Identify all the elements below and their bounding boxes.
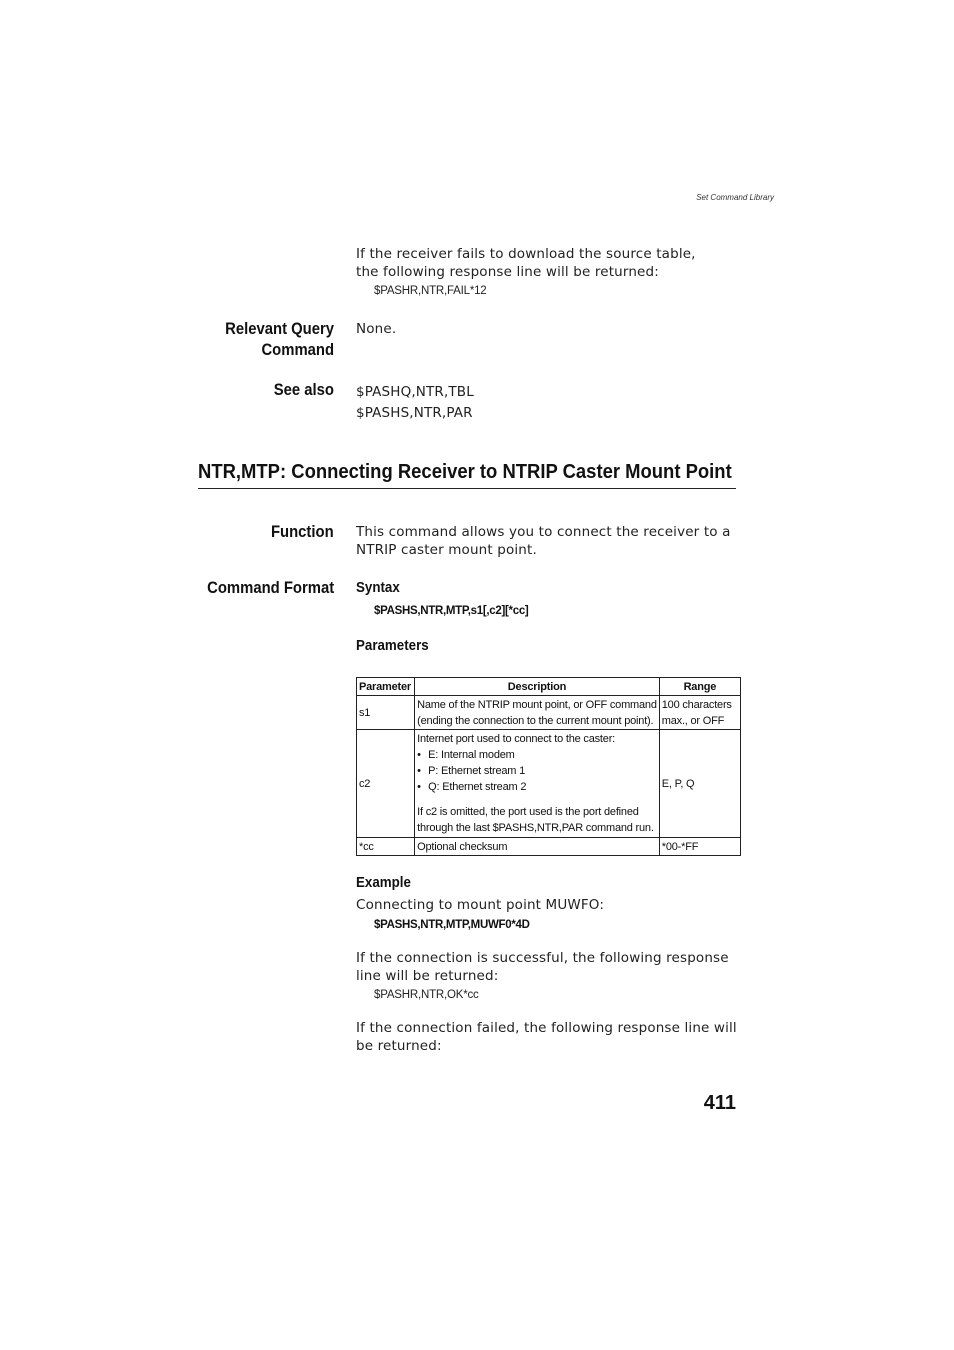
page-number: 411 [703,1092,736,1114]
table-header-row [357,678,741,696]
function-text: This command allows you to connect the receiver to a NTRIP caster mount point. [356,524,731,558]
column-header-description: Description [415,678,660,696]
parameters-table [356,677,741,856]
relevant-query-heading [225,319,334,361]
see-also-item: $PASHQ,NTR,TBL [356,384,474,400]
list-item: • E: Internal modem [417,747,657,763]
param-cell: *cc [357,838,415,856]
list-item: • P: Ethernet stream 1 [417,763,657,779]
description-cell: Optional checksum [415,838,660,856]
see-also-item: $PASHS,NTR,PAR [356,405,473,421]
param-cell: s1 [357,696,415,730]
example-code: $PASHS,NTR,MTP,MUWF0*4D [374,919,530,931]
port-list [417,747,657,795]
success-text: If the connection is successful, the following response line will be returned: [356,950,729,984]
range-cell: 100 characters max., or OFF [659,696,740,730]
list-item: • Q: Ethernet stream 2 [417,779,657,795]
table-row [357,730,741,838]
table-row [357,838,741,856]
section-title: NTR,MTP: Connecting Receiver to NTRIP Caster Mount Point [198,460,732,483]
param-cell: c2 [357,730,415,838]
description-note: If c2 is omitted, the port used is the port defined through the last $PASHS,NTR,PAR command run. [417,806,654,834]
syntax-heading: Syntax [356,580,400,596]
function-heading: Function [271,523,334,541]
relevant-query-heading-line1: Relevant Query [225,320,334,338]
syntax-code: $PASHS,NTR,MTP,s1[,c2][*cc] [374,605,529,617]
range-cell: E, P, Q [659,730,740,838]
example-heading: Example [356,875,411,891]
fail-response-code: $PASHR,NTR,FAIL*12 [374,285,487,297]
success-code: $PASHR,NTR,OK*cc [374,989,479,1001]
section-rule [198,488,736,489]
relevant-query-heading-line2: Command [261,341,334,359]
column-header-parameter: Parameter [357,678,415,696]
intro-text: If the receiver fails to download the source table, the following response line will be returned: [356,246,696,280]
column-header-range: Range [659,678,740,696]
fail-text: If the connection failed, the following response line will be returned: [356,1020,737,1054]
see-also-heading: See also [273,381,334,399]
range-cell: *00-*FF [659,838,740,856]
table-row [357,696,741,730]
description-cell [415,730,660,838]
description-intro: Internet port used to connect to the caster: [417,733,616,745]
relevant-query-value: None. [356,321,397,337]
command-format-heading: Command Format [206,579,334,597]
parameters-heading: Parameters [356,638,429,654]
example-text: Connecting to mount point MUWFO: [356,897,605,913]
see-also-list [356,382,474,424]
description-cell: Name of the NTRIP mount point, or OFF command (ending the connection to the current mount point). [415,696,660,730]
running-head: Set Command Library [696,193,774,202]
